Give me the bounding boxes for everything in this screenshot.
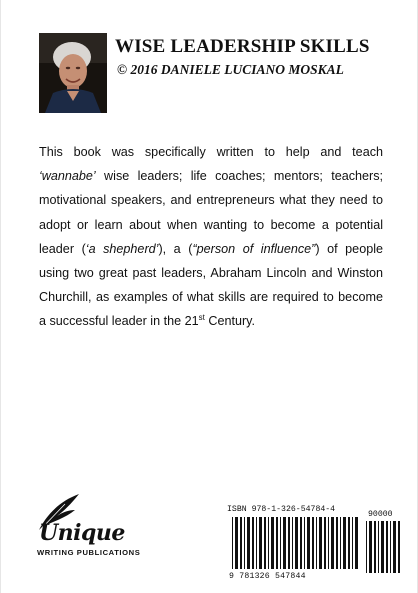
barcode-bar (378, 521, 379, 573)
barcode-bar (295, 517, 298, 569)
barcode-bar (340, 517, 341, 569)
barcode-bar (366, 521, 367, 573)
barcode-bar (240, 517, 242, 569)
barcode-bar (271, 517, 274, 569)
barcode-bar (316, 517, 317, 569)
barcode-bar (352, 517, 353, 569)
publisher-logo (35, 492, 165, 568)
isbn-number: ISBN 978-1-326-54784-4 (227, 505, 336, 514)
barcode-bar (280, 517, 281, 569)
barcode-bar (336, 517, 338, 569)
barcode-bar (288, 517, 290, 569)
barcode-bar (300, 517, 302, 569)
barcode-bar (348, 517, 350, 569)
barcode-bar (343, 517, 346, 569)
barcode-bar (252, 517, 254, 569)
publisher-wordmark: Unique (39, 520, 125, 546)
barcode-addon-bars (366, 521, 402, 579)
barcode-bar (307, 517, 310, 569)
publisher-subline: WRITING PUBLICATIONS (37, 548, 141, 557)
barcode-bar (264, 517, 266, 569)
barcode-bar (374, 521, 376, 573)
barcode-bar (292, 517, 293, 569)
barcode-bar (328, 517, 329, 569)
barcode-price-addon: 90000 (368, 510, 393, 519)
barcode-bar (256, 517, 257, 569)
barcode-bar (381, 521, 384, 573)
author-photo (39, 33, 107, 113)
barcode-bar (312, 517, 314, 569)
barcode-bars (232, 517, 358, 575)
barcode-bar (324, 517, 326, 569)
barcode-bar (390, 521, 391, 573)
barcode-bar (304, 517, 305, 569)
barcode-bar (276, 517, 278, 569)
barcode-bar (259, 517, 262, 569)
book-title: WISE LEADERSHIP SKILLS (115, 36, 370, 57)
barcode-bar (331, 517, 334, 569)
isbn-barcode (224, 505, 404, 585)
barcode-bar (369, 521, 372, 573)
barcode-digits: 9 781326 547844 (229, 572, 306, 581)
barcode-bar (247, 517, 250, 569)
barcode-bar (232, 517, 233, 569)
barcode-bar (393, 521, 396, 573)
barcode-bar (319, 517, 322, 569)
copyright-line: © 2016 DANIELE LUCIANO MOSKAL (117, 62, 344, 77)
barcode-bar (398, 521, 400, 573)
barcode-bar (235, 517, 238, 569)
barcode-bar (355, 517, 358, 569)
barcode-bar (268, 517, 269, 569)
barcode-bar (386, 521, 388, 573)
barcode-bar (244, 517, 245, 569)
barcode-bar (283, 517, 286, 569)
book-description: This book was specifically written to help and teach ‘wannabe’ wise leaders; life coaches; mentors; teachers; motivational speakers, and entrepreneurs what they need to adopt or learn about when wanting to become a potential leader (‘a shepherd’), a (“person of influence”) of people using two great past leaders, Abraham Lincoln and Winston Churchill, as examples of what skills are required to become a successful leader in the 21st Century. (39, 145, 384, 329)
